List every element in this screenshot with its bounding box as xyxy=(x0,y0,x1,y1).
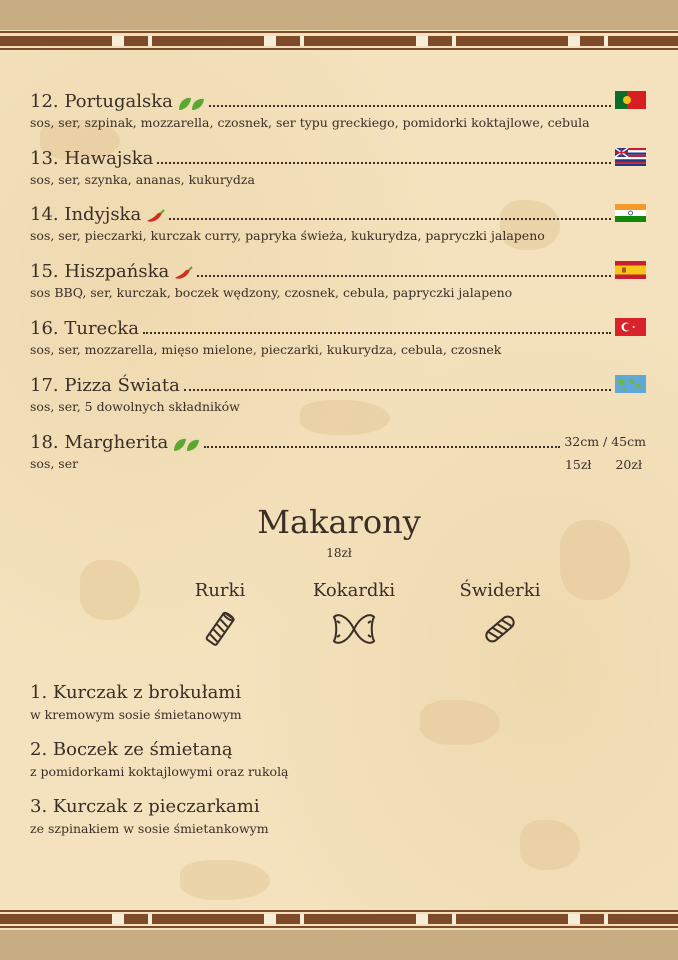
pasta-shape-label: Kokardki xyxy=(312,580,396,601)
pasta-shape-label: Rurki xyxy=(194,580,246,601)
item-name: 13. Hawajska xyxy=(30,148,154,169)
bottom-border-stripe xyxy=(0,914,678,924)
item-description: sos, ser, mozzarella, mięso mielone, pieczarki, kukurydza, cebula, czosnek xyxy=(30,342,502,357)
chili-icon xyxy=(173,266,193,282)
dot-leader xyxy=(197,275,611,277)
bottom-border-line xyxy=(0,926,678,928)
item-description: sos, ser, pieczarki, kurczak curry, papryka świeża, kukurydza, papryczki jalapeno xyxy=(30,228,545,243)
menu-item xyxy=(30,429,646,471)
item-name: 18. Margherita xyxy=(30,432,169,453)
menu-item xyxy=(30,145,646,187)
item-name: 12. Portugalska xyxy=(30,91,173,112)
pasta-dish xyxy=(30,796,269,836)
fusilli-icon xyxy=(480,609,520,649)
item-name: 14. Indyjska xyxy=(30,204,142,225)
dish-description: w kremowym sosie śmietanowym xyxy=(30,707,242,722)
dish-name: 2. Boczek ze śmietaną xyxy=(30,739,233,760)
hawaii-flag xyxy=(615,148,646,166)
item-description: sos, ser, 5 dowolnych składników xyxy=(30,399,240,414)
dot-leader xyxy=(143,332,611,334)
item-description: sos, ser, szynka, ananas, kukurydza xyxy=(30,172,255,187)
size-options: 32cm / 45cm xyxy=(564,434,646,449)
top-border-line xyxy=(0,48,678,50)
pasta-dish xyxy=(30,739,289,779)
item-name: 17. Pizza Świata xyxy=(30,375,180,396)
top-border-line xyxy=(0,31,678,33)
bottom-border-line xyxy=(0,910,678,912)
dot-leader xyxy=(184,389,611,391)
dish-name: 1. Kurczak z brokułami xyxy=(30,682,242,703)
item-description: sos, ser, szpinak, mozzarella, czosnek, ser typu greckiego, pomidorki koktajlowe, cebula xyxy=(30,115,590,130)
farfalle-icon xyxy=(331,609,377,649)
item-description: sos, ser xyxy=(30,456,79,471)
section-price: 18zł xyxy=(326,546,352,560)
section-title: Makarony xyxy=(257,503,421,541)
price-list xyxy=(565,457,642,472)
menu-item xyxy=(30,315,646,357)
pasta-dish xyxy=(30,682,242,722)
portugal-flag xyxy=(615,91,646,109)
dot-leader xyxy=(209,105,611,107)
menu-item xyxy=(30,372,646,414)
top-border-band xyxy=(0,0,678,30)
dot-leader xyxy=(204,446,560,448)
bottom-border-band xyxy=(0,930,678,960)
dot-leader xyxy=(169,218,611,220)
item-name: 16. Turecka xyxy=(30,318,139,339)
dot-leader xyxy=(157,162,611,164)
pasta-shape-option xyxy=(294,580,414,653)
menu-item xyxy=(30,201,646,243)
item-name: 15. Hiszpańska xyxy=(30,261,170,282)
chili-icon xyxy=(145,209,165,225)
leaf-icon xyxy=(177,96,205,112)
top-border-stripe xyxy=(0,36,678,46)
world-map-icon xyxy=(615,375,646,393)
spain-flag xyxy=(615,261,646,279)
pasta-shape-option xyxy=(160,580,280,653)
india-flag xyxy=(615,204,646,222)
menu-item xyxy=(30,258,646,300)
dish-description: z pomidorkami koktajlowymi oraz rukolą xyxy=(30,764,289,779)
turkey-flag xyxy=(615,318,646,336)
penne-icon xyxy=(200,609,240,649)
leaf-icon xyxy=(172,437,200,453)
dish-description: ze szpinakiem w sosie śmietankowym xyxy=(30,821,269,836)
item-description: sos BBQ, ser, kurczak, boczek wędzony, czosnek, cebula, papryczki jalapeno xyxy=(30,285,513,300)
dish-name: 3. Kurczak z pieczarkami xyxy=(30,796,260,817)
menu-item xyxy=(30,88,646,130)
pasta-shape-option xyxy=(440,580,560,653)
pasta-shape-label: Świderki xyxy=(459,580,541,601)
price-small: 15zł xyxy=(564,457,592,472)
price-large: 20zł xyxy=(615,457,642,472)
